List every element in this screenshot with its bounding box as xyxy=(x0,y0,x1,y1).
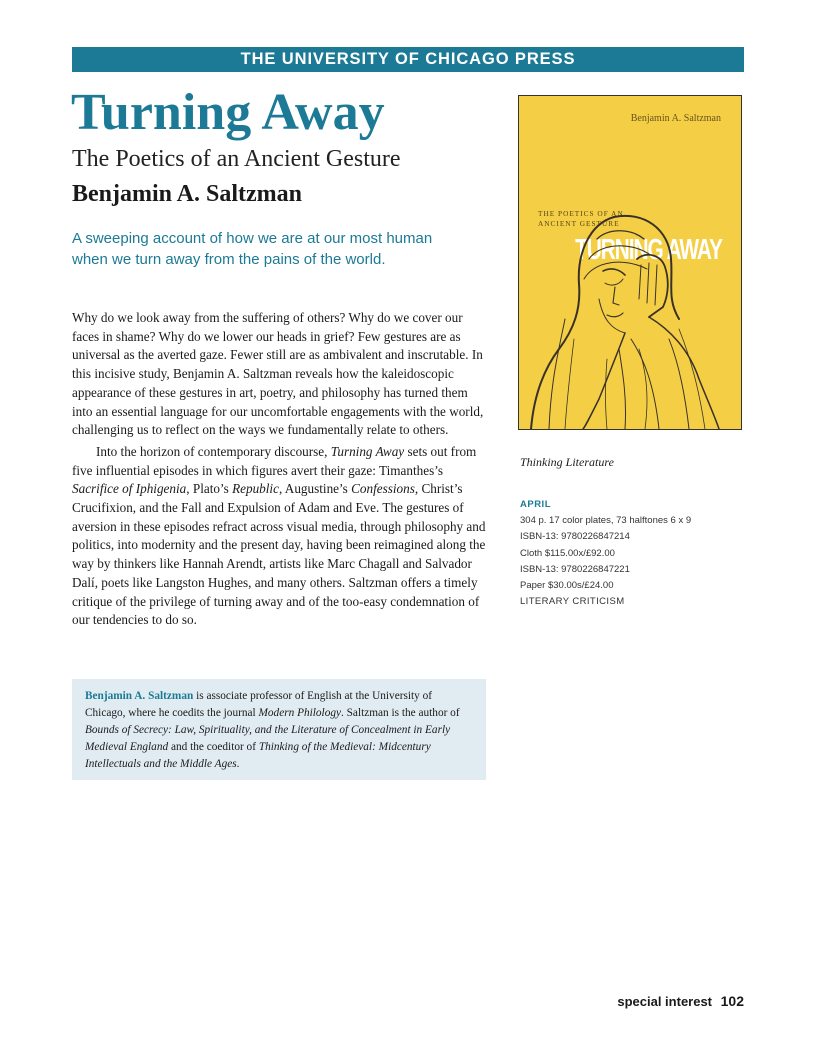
footer-section: special interest xyxy=(617,994,713,1009)
bio-text: and the coeditor of xyxy=(168,741,259,753)
book-title: Turning Away xyxy=(71,84,385,141)
description-text: , Plato’s xyxy=(186,481,233,497)
cover-subtitle-line-1: THE POETICS OF AN xyxy=(538,209,624,218)
bio-work-title: Bounds of Secrecy: Law, Spirituality, and the Literature of Concealment in Early Medieval England xyxy=(85,724,451,753)
bio-work-title: Thinking of the Medieval: Midcentury Intellectuals and the Middle Ages xyxy=(85,741,431,770)
page-number: 102 xyxy=(720,993,744,1009)
description-text: , Christ’s Crucifixion, and the Fall and Expulsion of Adam and Eve. The gestures of aversion in these episodes refract across visual media, through philosophy and politics, into modernity and the present day, having been reimagined along the way by thinkers like Hannah Arendt, artists like Marc Chagall and Salvador Dalí, poets like Langston Hughes, and many others. Saltzman offers a timely critique of the privilege of turning away and of the too-easy condemnation of our tendencies to do so. xyxy=(72,481,486,628)
work-title: Turning Away xyxy=(330,443,405,459)
page-count: 304 p. 17 color plates, 73 halftones 6 x 9 xyxy=(520,515,692,527)
description-text: sets out from five influential episodes in which figures avert their gaze: Timanthes’s xyxy=(72,443,477,478)
book-author: Benjamin A. Saltzman xyxy=(72,181,303,207)
page-footer xyxy=(617,993,744,1009)
cover-author: Benjamin A. Saltzman xyxy=(630,113,721,124)
price-cloth: Cloth $115.00x/£92.00 xyxy=(520,547,615,559)
bio-text: is associate professor of English at the University of Chicago, where he coedits the journal xyxy=(85,690,433,719)
work-title: Sacrifice of Iphigenia xyxy=(72,481,187,497)
isbn-cloth: ISBN-13: 9780226847214 xyxy=(520,531,630,543)
series-name: Thinking Literature xyxy=(520,455,614,469)
book-cover xyxy=(518,95,742,430)
description-paragraph-2 xyxy=(72,443,487,630)
description-text: , Augustine’s xyxy=(278,481,352,497)
publisher-banner: THE UNIVERSITY OF CHICAGO PRESS xyxy=(72,47,744,72)
publication-month: APRIL xyxy=(520,499,551,510)
cover-illustration xyxy=(519,199,741,429)
description-paragraph-1: Why do we look away from the suffering of others? Why do we cover our faces in shame? Why do we lower our heads in grief? Few gestures are as universal as the averted gaze. Fewer still are as ambivalent and inscrutable. In this incisive study, Benjamin A. Saltzman reveals how the kaleidoscopic appearance of these gestures in art, poetry, and philosophy has turned them into an essential language for our uncomfortable engagements with the world, challenging us to reflect on the ways we fundamentally relate to others. xyxy=(72,310,484,438)
bio-text: . xyxy=(236,758,240,770)
description-text: Into the horizon of contemporary discourse, xyxy=(96,443,331,459)
cover-title: TURNING AWAY xyxy=(575,234,722,266)
publication-details xyxy=(520,497,744,610)
author-bio-box xyxy=(72,679,486,780)
bio-work-title: Modern Philology xyxy=(258,707,341,719)
price-paper: Paper $30.00s/£24.00 xyxy=(520,580,614,592)
bio-author-name: Benjamin A. Saltzman xyxy=(85,690,194,702)
work-title: Confessions xyxy=(351,481,415,497)
author-bio xyxy=(85,688,473,773)
book-tagline: A sweeping account of how we are at our most human when we turn away from the pains of the world. xyxy=(72,230,433,268)
work-title: Republic xyxy=(232,481,279,497)
subject-category: LITERARY CRITICISM xyxy=(520,596,625,608)
cover-subtitle-line-2: ANCIENT GESTURE xyxy=(538,219,620,228)
bio-text: . Saltzman is the author of xyxy=(341,707,460,719)
book-description xyxy=(72,309,487,630)
book-subtitle: The Poetics of an Ancient Gesture xyxy=(72,146,401,172)
isbn-paper: ISBN-13: 9780226847221 xyxy=(520,563,630,575)
